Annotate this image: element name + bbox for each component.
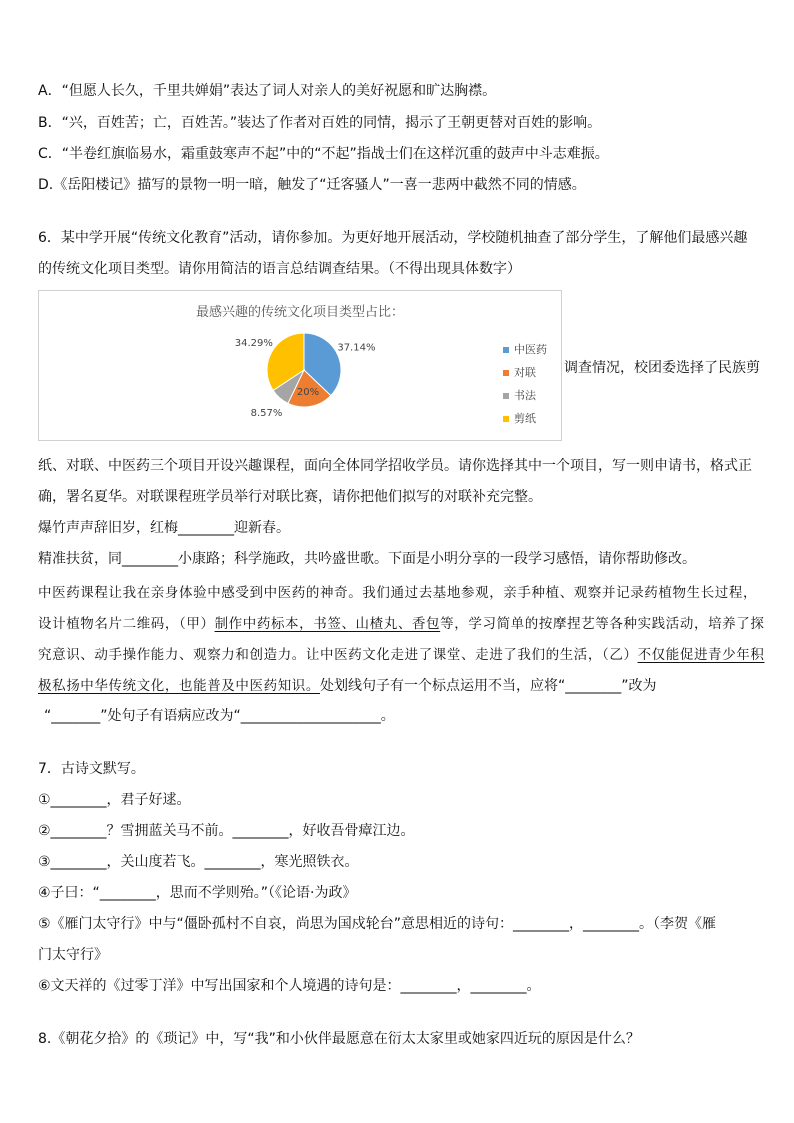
underlined-sentence-yi-cont: 极私扬中华传统文化，也能普及中医药知识。	[38, 678, 320, 694]
option-c: C．“半卷红旗临易水，霜重鼓寒声不起”中的“不起”指战士们在这样沉重的鼓声中斗志难振。	[38, 146, 609, 162]
legend-swatch	[503, 370, 509, 376]
pie-chart	[39, 291, 563, 442]
chart-title: 最感兴趣的传统文化项目类型占比：	[195, 305, 404, 320]
poem-line-4: ④子曰：“________，思而不学则殆。”（《论语·为政》	[38, 885, 357, 901]
legend-item-calligraphy	[503, 387, 536, 403]
legend-swatch	[503, 347, 509, 353]
hand-text: 设计植物名片二维码，（甲）	[38, 616, 215, 632]
pie-data-label: 37.14%	[337, 342, 376, 354]
pie-data-label: 20%	[296, 386, 320, 398]
question-6-line-1: 6．某中学开展“传统文化教育”活动，请你参加。为更好地开展活动，学校随机抽查了部分学生，了解他们最感兴趣	[38, 230, 748, 246]
legend-label: 书法	[514, 389, 536, 402]
pie-data-label: 8.57%	[250, 407, 283, 419]
poem-line-1: ①________，君子好逑。	[38, 792, 191, 808]
handwritten-line-2	[38, 614, 764, 634]
poem-line-6: ⑥文天祥的《过零丁洋》中写出国家和个人境遇的诗句是：________，________。	[38, 978, 541, 994]
option-d: D.《岳阳楼记》描写的景物一明一暗，触发了“迁客骚人”一喜一悲两中截然不同的情感。	[38, 177, 586, 193]
pie-chart-figure	[38, 290, 562, 441]
legend-swatch	[503, 416, 509, 422]
question-7-title: 7．古诗文默写。	[38, 761, 145, 777]
underlined-sentence-jia: 制作中药标本，书签、山楂丸、香包	[214, 616, 441, 632]
question-text: 处划线句子有一个标点运用不当，应将“________”改为	[320, 678, 657, 694]
pie-data-label: 34.29%	[234, 337, 273, 349]
question-6-line-3: 纸、对联、中医药三个项目开设兴趣课程，面向全体同学招收学员。请你选择其中一个项目，写一则申请书，格式正	[38, 458, 752, 474]
legend-label: 中医药	[514, 343, 547, 356]
couplet-line-2: 精准扶贫，同________小康路；科学施政，共吟盛世歌。下面是小明分享的一段学习感悟，请你帮助修改。	[38, 551, 696, 567]
question-6-side-text: 调查情况，校团委选择了民族剪	[564, 360, 760, 376]
legend-label: 对联	[514, 366, 536, 379]
handwritten-line-4	[38, 676, 657, 696]
legend-item-couplet	[503, 364, 536, 380]
handwritten-line-1: 中医药课程让我在亲身体验中感受到中医药的神奇。我们通过去基地参观，亲手种植、观察并记录药植物生长过程，	[38, 585, 758, 601]
hand-text: 究意识、动手操作能力、观察力和创造力。让中医药文化走进了课堂、走进了我们的生活，（乙）	[38, 647, 638, 663]
question-8: 8.《朝花夕拾》的《琐记》中，写“我”和小伙伴最愿意在衍太太家里或她家四近玩的原因是什么？	[38, 1031, 640, 1047]
poem-line-3: ③________，关山度若飞。________，寒光照铁衣。	[38, 854, 359, 870]
legend-swatch	[503, 393, 509, 399]
option-b: B．“兴，百姓苦；亡，百姓苦。”装达了作者对百姓的同情，揭示了王朝更替对百姓的影响。	[38, 115, 602, 131]
poem-line-5: ⑤《雁门太守行》中与“僵卧孤村不自哀，尚思为国戍轮台”意思相近的诗句：________，________。（李贺《雁	[38, 916, 717, 932]
poem-line-5-cont: 门太守行》	[38, 947, 108, 963]
handwritten-line-3	[38, 645, 764, 665]
legend-item-tcm	[503, 341, 547, 357]
question-6-line-4: 确，署名夏华。对联课程班学员举行对联比赛，请你把他们拟写的对联补充完整。	[38, 489, 542, 505]
hand-text: 等，学习简单的按摩捏艺等各种实践活动，培养了探	[440, 616, 765, 632]
question-6-line-2: 的传统文化项目类型。请你用简洁的语言总结调查结果。（不得出现具体数字）	[38, 261, 521, 277]
option-a: A．“但愿人长久，千里共婵娟”表达了词人对亲人的美好祝愿和旷达胸襟。	[38, 83, 497, 99]
legend-label: 剪纸	[514, 412, 536, 425]
couplet-line-1: 爆竹声声辞旧岁，红梅________迎新春。	[38, 520, 290, 536]
underlined-sentence-yi: 不仅能促进青少年积	[637, 647, 765, 663]
legend-item-papercut	[503, 410, 536, 426]
poem-line-2: ②________？雪拥蓝关马不前。________，好收吾骨瘴江边。	[38, 823, 415, 839]
question-6-line-last: “_______”处句子有语病应改为“____________________。	[44, 708, 395, 724]
